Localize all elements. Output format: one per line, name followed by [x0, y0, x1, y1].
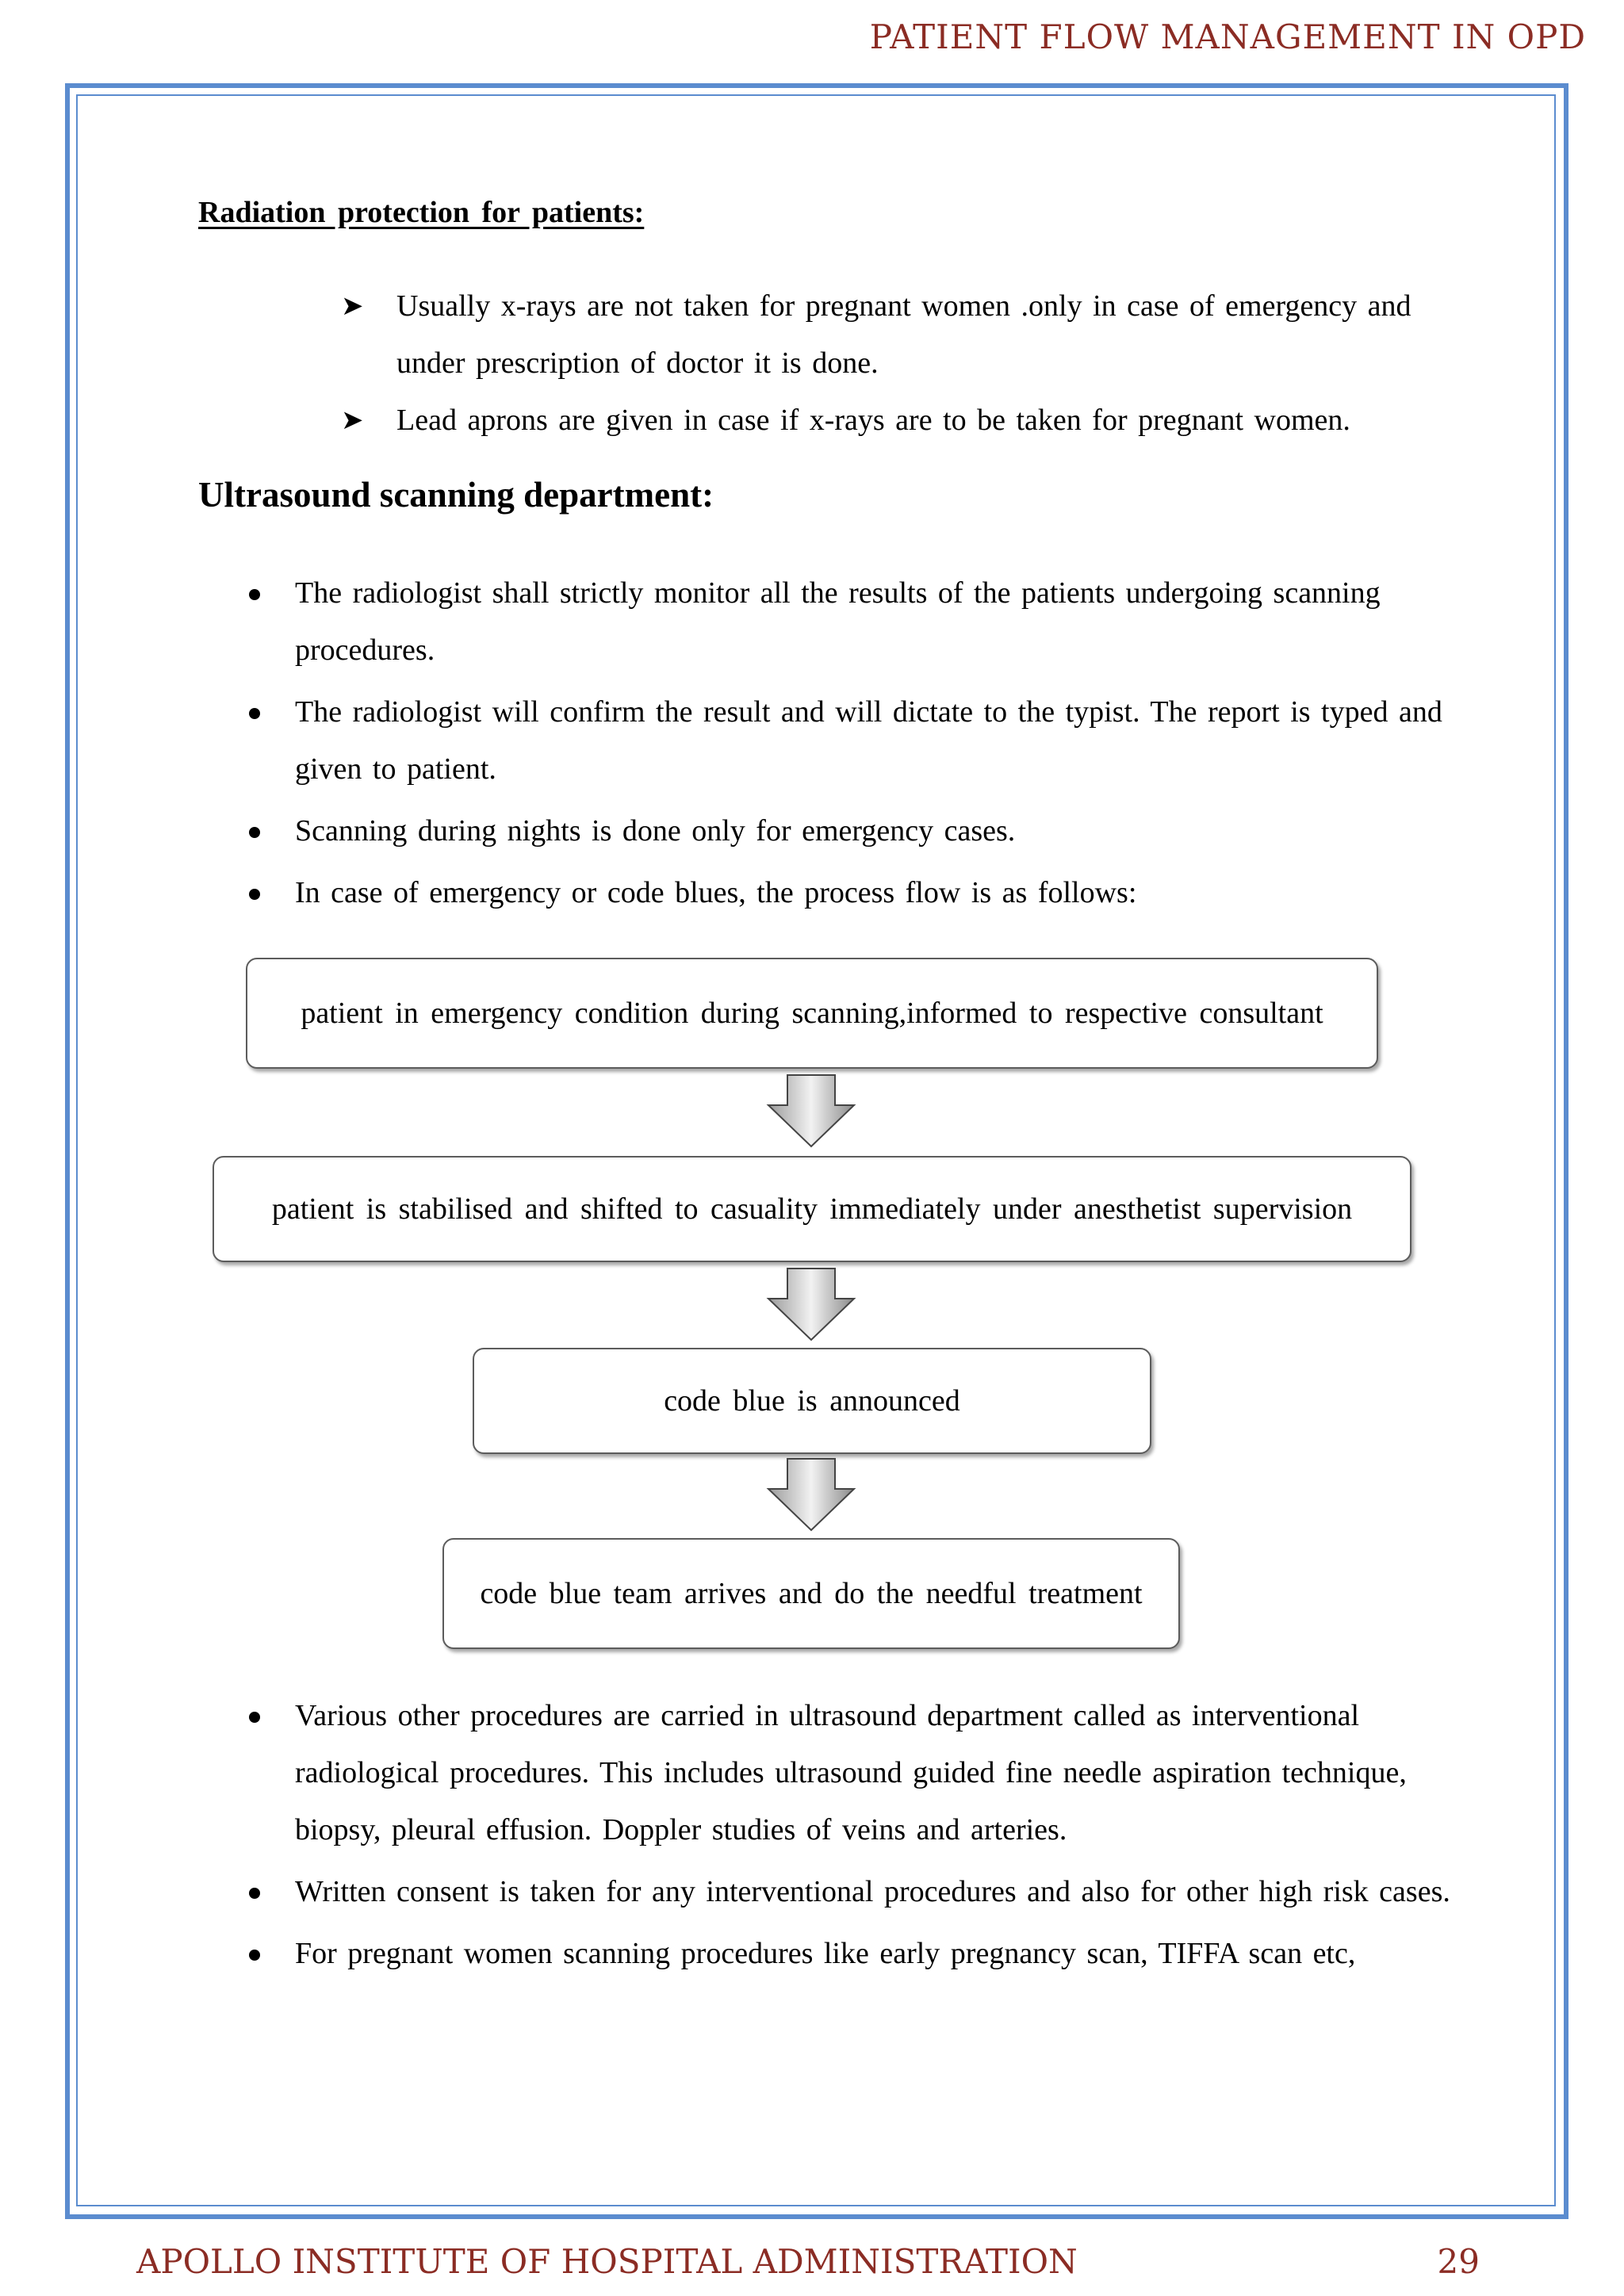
bullet-dot-icon — [249, 1712, 260, 1723]
flow-step-4 — [442, 1538, 1180, 1649]
list-item — [238, 683, 1443, 798]
list-item-text: Scanning during nights is done only for emergency cases. — [295, 814, 1016, 848]
flow-step-1 — [246, 958, 1378, 1069]
list-item — [341, 392, 1467, 449]
list-item-text: For pregnant women scanning procedures like early pregnancy scan, TIFFA scan etc, — [295, 1937, 1356, 1970]
list-item-text: Lead aprons are given in case if x-rays are to be taken for pregnant women. — [396, 404, 1350, 437]
list-item-text: Various other procedures are carried in ultrasound department called as interventional radiological procedures. This includes ultrasound guided fine needle aspiration technique, biopsy, pleural effusion. Doppler studies of veins and arteries. — [295, 1699, 1407, 1846]
flow-step-text: patient in emergency condition during scanning,informed to respective consultant — [301, 997, 1323, 1030]
flow-step-2 — [213, 1156, 1411, 1262]
list-item — [238, 1863, 1475, 1920]
arrow-bullet-icon: ➤ — [341, 290, 364, 322]
radiation-protection-list — [341, 277, 1467, 449]
flow-arrow-down-icon — [765, 1073, 857, 1150]
flow-step-text: patient is stabilised and shifted to casuality immediately under anesthetist supervision — [271, 1192, 1353, 1226]
list-item — [238, 1687, 1475, 1858]
flow-step-3 — [473, 1348, 1151, 1454]
list-item — [238, 864, 1443, 921]
page-header-title: PATIENT FLOW MANAGEMENT IN OPD — [869, 17, 1586, 56]
list-item — [238, 564, 1443, 679]
flow-arrow-down-icon — [765, 1267, 857, 1343]
arrow-bullet-icon: ➤ — [341, 404, 364, 436]
procedures-list — [238, 1687, 1475, 1987]
flow-step-text: code blue is announced — [664, 1384, 960, 1418]
list-item — [238, 802, 1443, 859]
footer-institute-name: APOLLO INSTITUTE OF HOSPITAL ADMINISTRATION — [136, 2242, 1078, 2281]
flow-arrow-down-icon — [765, 1457, 857, 1533]
bullet-dot-icon — [249, 708, 260, 719]
radiation-protection-heading: Radiation protection for patients: — [198, 196, 645, 229]
ultrasound-list — [238, 564, 1443, 926]
page-number: 29 — [1437, 2242, 1480, 2281]
bullet-dot-icon — [249, 589, 260, 600]
ultrasound-heading: Ultrasound scanning department: — [198, 475, 714, 515]
list-item-text: Written consent is taken for any interventional procedures and also for other high risk cases. — [295, 1875, 1450, 1908]
flow-step-text: code blue team arrives and do the needful treatment — [480, 1577, 1143, 1610]
bullet-dot-icon — [249, 1950, 260, 1961]
list-item-text: Usually x-rays are not taken for pregnant women .only in case of emergency and under prescription of doctor it is done. — [396, 289, 1411, 380]
bullet-dot-icon — [249, 827, 260, 838]
bullet-dot-icon — [249, 1888, 260, 1899]
list-item-text: The radiologist shall strictly monitor all the results of the patients undergoing scanning procedures. — [295, 576, 1381, 667]
bullet-dot-icon — [249, 889, 260, 900]
list-item — [341, 277, 1467, 392]
list-item — [238, 1925, 1475, 1982]
list-item-text: In case of emergency or code blues, the process flow is as follows: — [295, 876, 1137, 909]
list-item-text: The radiologist will confirm the result and will dictate to the typist. The report is typed and given to patient. — [295, 695, 1442, 786]
